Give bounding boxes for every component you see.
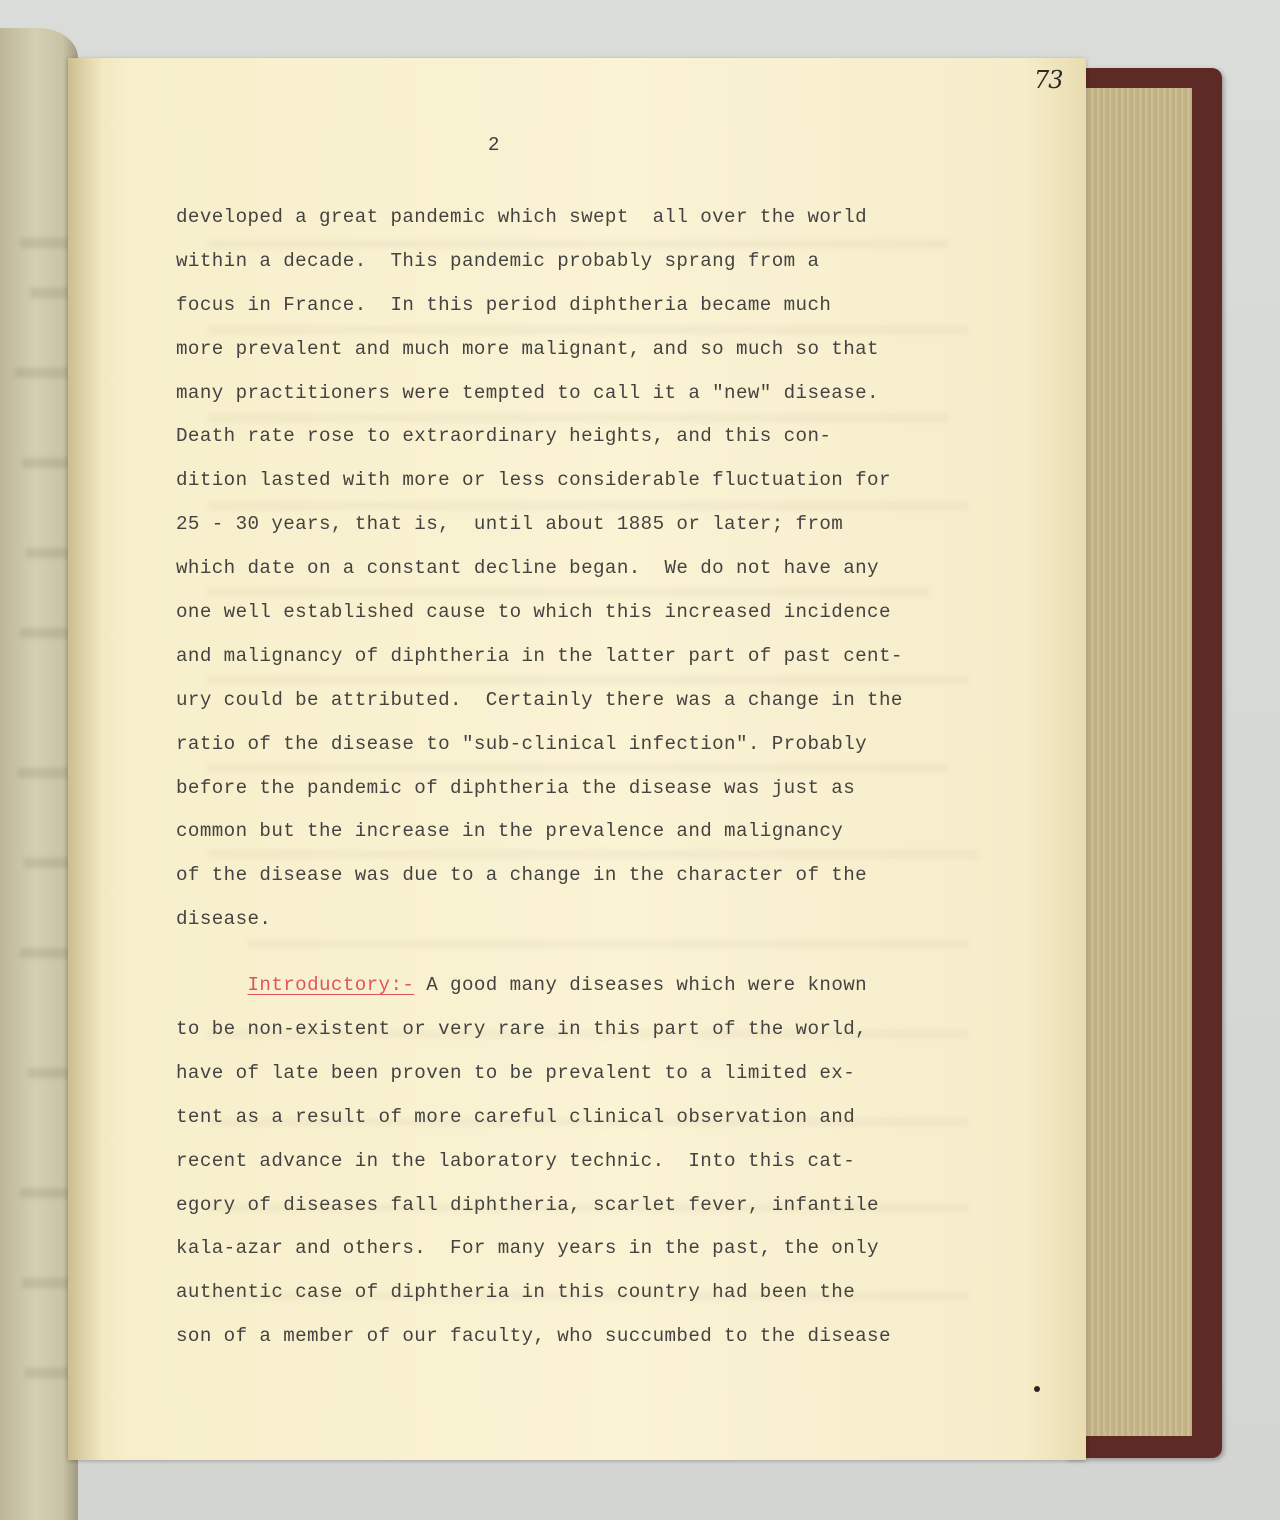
- text-line: developed a great pandemic which swept all over the world: [176, 206, 868, 228]
- text-line: Death rate rose to extraordinary heights, and this con-: [176, 425, 832, 448]
- text-line: tent as a result of more careful clinical observation and: [176, 1105, 856, 1128]
- text-line: one well established cause to which this increased incidence: [176, 601, 891, 624]
- bleed-through-mark: [25, 1368, 70, 1378]
- bleed-through-mark: [24, 858, 70, 868]
- text-line: disease.: [176, 908, 272, 931]
- bleed-through-mark: [15, 368, 70, 378]
- paragraph-gap: [176, 942, 1006, 964]
- text-line: ratio of the disease to "sub-clinical infection". Probably: [176, 732, 868, 755]
- text-line: authentic case of diphtheria in this country had been the: [176, 1281, 856, 1304]
- section-heading: Introductory:-: [247, 974, 415, 997]
- page-edges: [1082, 88, 1192, 1436]
- text-line: son of a member of our faculty, who succumbed to the disease: [176, 1325, 891, 1348]
- text-line: dition lasted with more or less considerable fluctuation for: [176, 469, 891, 492]
- bleed-through-mark: [20, 1188, 70, 1198]
- text-line: which date on a constant decline began. We do not have any: [176, 557, 879, 580]
- text-line: within a decade. This pandemic probably sprang from a: [176, 249, 820, 272]
- bleed-through-mark: [20, 628, 70, 638]
- left-facing-page: [0, 28, 78, 1520]
- text-line: more prevalent and much more malignant, and so much so that: [176, 337, 879, 360]
- bleed-through-mark: [20, 948, 70, 958]
- bleed-through-mark: [22, 458, 70, 468]
- text-line: and malignancy of diphtheria in the latter part of past cent-: [176, 644, 903, 667]
- text-line: of the disease was due to a change in the character of the: [176, 864, 868, 887]
- text-line: focus in France. In this period diphtheria became much: [176, 293, 832, 316]
- bleed-through-mark: [28, 1068, 70, 1078]
- text-line: common but the increase in the prevalence and malignancy: [176, 820, 844, 843]
- text-line: ury could be attributed. Certainly there was a change in the: [176, 688, 903, 711]
- bleed-through-mark: [20, 238, 70, 248]
- typed-text-body: [176, 196, 1006, 1359]
- text-line: 25 - 30 years, that is, until about 1885 or later; from: [176, 513, 844, 536]
- section-first-line-text: A good many diseases which were known: [414, 974, 868, 997]
- bleed-through-mark: [26, 548, 70, 558]
- text-line: egory of diseases fall diphtheria, scarlet fever, infantile: [176, 1193, 879, 1216]
- section-first-line: [176, 964, 1006, 1008]
- page-number: 2: [488, 134, 500, 156]
- text-line: to be non-existent or very rare in this part of the world,: [176, 1018, 868, 1041]
- text-line: many practitioners were tempted to call it a "new" disease.: [176, 381, 879, 404]
- gutter-shadow: [68, 58, 102, 1460]
- bleed-through-mark: [18, 768, 70, 778]
- text-line: kala-azar and others. For many years in the past, the only: [176, 1237, 879, 1260]
- bleed-through-mark: [30, 288, 70, 298]
- handwritten-folio-number: 73: [1034, 66, 1063, 94]
- bleed-through-mark: [22, 1278, 70, 1288]
- text-line: before the pandemic of diphtheria the disease was just as: [176, 776, 856, 799]
- text-line: recent advance in the laboratory technic. Into this cat-: [176, 1149, 856, 1172]
- indent: [176, 974, 248, 996]
- ink-dot: [1034, 1386, 1040, 1392]
- text-line: have of late been proven to be prevalent to a limited ex-: [176, 1061, 856, 1084]
